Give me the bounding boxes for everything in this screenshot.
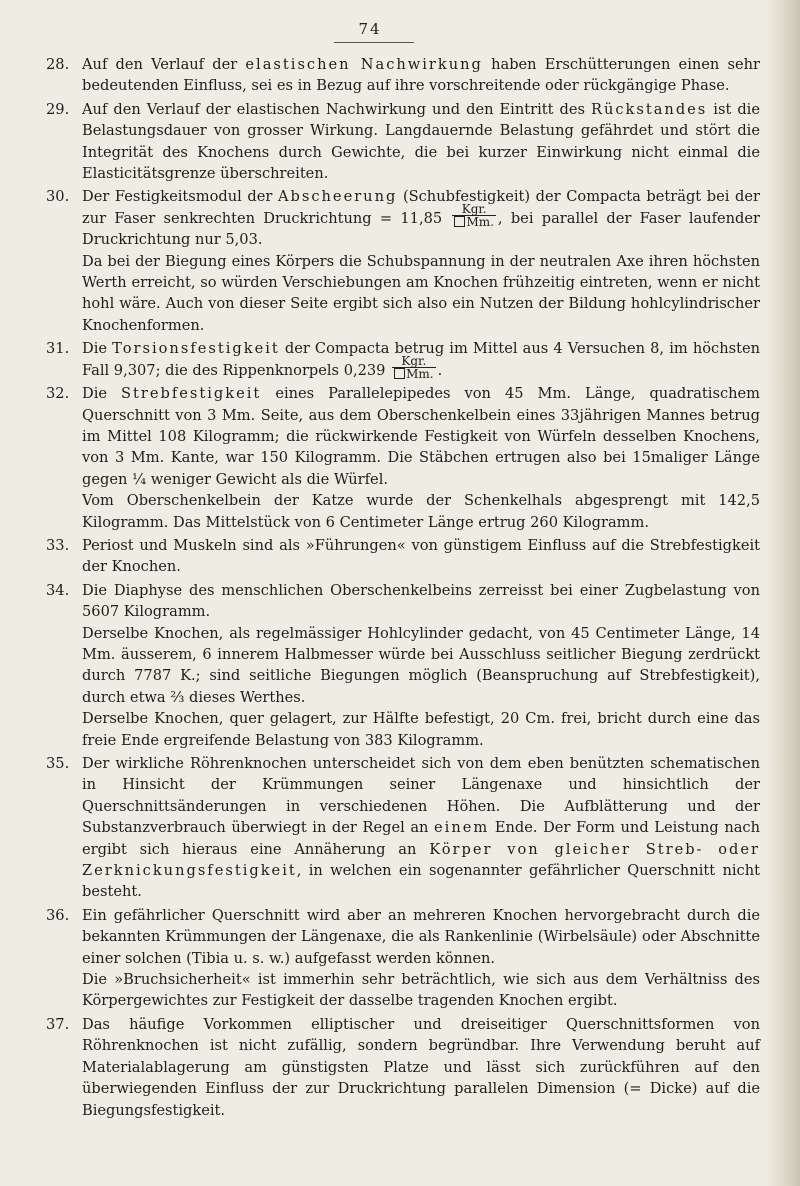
- page-number: 74: [358, 20, 382, 38]
- header-rule: [334, 42, 414, 43]
- paragraph-continuation: Vom Oberschenkelbein der Katze wurde der Schenkelhals abgesprengt mit 142,5 Kilogramm. Das Mittelstück von 6 Centimeter Länge ertrug 260 Kilogramm.: [82, 492, 760, 531]
- paragraph-continuation: Derselbe Knochen, als regelmässiger Hohlcylinder gedacht, von 45 Centimeter Länge, 14 Mm. äusserem, 6 innerem Halbmesser würde bei Ausschluss seitlicher Biegung zerdrückt durch 7787 K.; sind seitliche Biegungen möglich (Beanspruchung auf Strebfestigkeit), durch etwa ⅔ dieses Werthes.: [82, 624, 760, 706]
- paragraph-text: [82, 535, 760, 578]
- spaced-emphasis: Abscheerung: [277, 188, 398, 206]
- text-run: (Schubfestigkeit) der Compacta beträgt bei der zur Faser senkrechten Druckrichtung = 11,85: [82, 188, 760, 227]
- paragraph-text: [82, 1014, 760, 1121]
- text-run: Die: [82, 385, 122, 403]
- paragraph-item: [46, 383, 760, 533]
- text-run: ist die Belastungsdauer von grosser Wirkung. Langdauernde Belastung gefährdet und stört die Integrität des Knochens durch Gewichte, die bei kurzer Einwirkung nicht einmal die Elasticitätsgrenze überschreiten.: [82, 100, 760, 183]
- fraction-numerator: Kgr.: [452, 203, 495, 216]
- text-run: , bei parallel der Faser laufender Druckrichtung nur 5,03.: [82, 209, 760, 249]
- square-unit-icon: [454, 216, 465, 227]
- paragraph-item: [46, 1014, 760, 1121]
- text-run: Auf den Verlauf der: [82, 56, 246, 73]
- paragraph-item: [46, 186, 760, 336]
- fraction-denominator-text: Mm.: [406, 367, 434, 382]
- text-run: Ein gefährlicher Querschnitt wird aber an mehreren Knochen hervorgebracht durch die bekannten Krümmungen der Längenaxe, die als Rankenlinie (Wirbelsäule) oder Abschnitte einer solchen (Tibia u. s. w.) aufgefasst werden können.: [82, 906, 760, 967]
- text-run: Die Diaphyse des menschlichen Oberschenkelbeins zerreisst bei einer Zugbelastung von 5607 Kilogramm.: [82, 581, 760, 621]
- spaced-emphasis: Rückstandes: [590, 100, 708, 118]
- paragraph-continuation: Die »Bruchsicherheit« ist immerhin sehr beträchtlich, wie sich aus dem Verhältniss des Körpergewichtes zur Festigkeit der dasselbe tragenden Knochen ergibt.: [82, 971, 760, 1010]
- paragraph-number: 30.: [46, 188, 70, 206]
- paragraph-text: [82, 186, 760, 250]
- spaced-emphasis: einem: [434, 819, 490, 837]
- text-run: der Compacta betrug im Mittel aus 4 Versuchen 8, im höchsten Fall 9,307; die des Rippenknorpels 0,239: [82, 340, 760, 379]
- paragraph-item: [46, 338, 760, 382]
- paragraph-number: 28.: [46, 56, 70, 73]
- text-run: Der wirkliche Röhrenknochen unterscheidet sich von dem eben benützten schematischen in Hinsicht der Krümmungen seiner Längenaxe und hinsichtlich der Querschnittsänderungen in verschiedenen Höhen. Die Aufblätterung und der Substanzverbrauch überwiegt in der Regel an: [82, 755, 760, 837]
- text-run: Der Festigkeitsmodul der: [82, 188, 278, 206]
- paragraph-item: [46, 535, 760, 578]
- spaced-emphasis: Strebfestigkeit: [121, 385, 262, 403]
- paragraph-continuation: Da bei der Biegung eines Körpers die Schubspannung in der neutralen Axe ihren höchsten Werth erreicht, so würden Verschiebungen am Knochen frühzeitig eintreten, wenn er nicht hohl wäre. Auch von dieser Seite ergibt sich also ein Nutzen der Bildung hohlcylindrischer Knochenformen.: [82, 252, 760, 334]
- fraction-denominator-text: Mm.: [466, 215, 494, 230]
- paragraph-text: [82, 580, 760, 623]
- text-run: Die: [82, 340, 113, 358]
- paragraph-number: 32.: [46, 385, 70, 403]
- page-edge-shadow: [766, 0, 800, 1186]
- fraction-denominator: [392, 368, 435, 380]
- text-run: Ende. Der Form und Leistung nach ergibt sich hieraus eine Annäherung an: [82, 819, 761, 858]
- spaced-emphasis: elastischen Nachwirkung: [245, 56, 483, 73]
- paragraph-text: [82, 99, 760, 185]
- paragraph-continuation: Derselbe Knochen, quer gelagert, zur Hälfte befestigt, 20 Cm. frei, bricht durch eine das freie Ende ergreifende Belastung von 383 Kilogramm.: [82, 710, 760, 749]
- paragraph-item: [46, 99, 760, 185]
- spaced-emphasis: Körper von gleicher Streb- oder Zerknickungsfestigkeit: [82, 840, 761, 880]
- text-run: .: [437, 361, 443, 379]
- paragraph-text: [82, 753, 760, 903]
- paragraph-number: 34.: [46, 581, 70, 599]
- unit-fraction: [392, 355, 435, 380]
- text-run: , in welchen ein sogenannter gefährlicher Querschnitt nicht besteht.: [82, 862, 760, 901]
- paragraph-text: [82, 54, 760, 97]
- text-run: eines Parallelepipedes von 45 Mm. Länge, quadratischem Querschnitt von 3 Mm. Seite, aus dem Oberschenkelbein eines 33jährigen Mannes betrug im Mittel 108 Kilogramm; die rückwirkende Festigkeit von Würfeln desselben Knochens, von 3 Mm. Kante, war 150 Kilogramm. Die Stäbchen ertrugen also bei 15maliger Länge gegen ¼ weniger Gewicht als die Würfel.: [82, 385, 760, 488]
- paragraph-item: [46, 753, 761, 903]
- text-run: Das häufige Vorkommen elliptischer und dreiseitiger Querschnittsformen von Röhrenknochen ist nicht zufällig, sondern begründbar. Ihre Verwendung beruht auf Materialablagerung am günstigsten Platze und lässt sich zurückführen auf den überwiegenden Einfluss der zur Druckrichtung parallelen Dimension (= Dicke) auf die Biegungsfestigkeit.: [82, 1015, 760, 1119]
- text-run: Auf den Verlauf der elastischen Nachwirkung und den Eintritt des: [82, 100, 591, 118]
- numbered-paragraph-list: [46, 54, 761, 1123]
- spaced-emphasis: Torsionsfestigkeit: [112, 340, 280, 358]
- paragraph-text: [82, 905, 760, 969]
- unit-fraction: [452, 203, 495, 228]
- paragraph-number: 31.: [46, 340, 70, 358]
- fraction-denominator: [452, 216, 495, 228]
- fraction-numerator: Kgr.: [392, 355, 435, 368]
- paragraph-text: [82, 338, 760, 381]
- paragraph-number: 37.: [46, 1015, 70, 1033]
- text-run: Periost und Muskeln sind als »Führungen« von günstigem Einfluss auf die Strebfestigkeit der Knochen.: [82, 536, 760, 576]
- paragraph-text: [82, 383, 760, 490]
- text-run: haben Erschütterungen einen sehr bedeutenden Einfluss, sei es in Bezug auf ihre vorschreitende oder rückgängige Phase.: [82, 56, 760, 95]
- square-unit-icon: [394, 368, 405, 379]
- paragraph-number: 29.: [46, 100, 70, 118]
- paragraph-item: [46, 580, 760, 751]
- paragraph-number: 36.: [46, 906, 70, 924]
- paragraph-number: 33.: [46, 536, 70, 554]
- paragraph-item: [46, 905, 760, 1012]
- paragraph-item: [46, 54, 760, 97]
- paragraph-number: 35.: [46, 755, 70, 772]
